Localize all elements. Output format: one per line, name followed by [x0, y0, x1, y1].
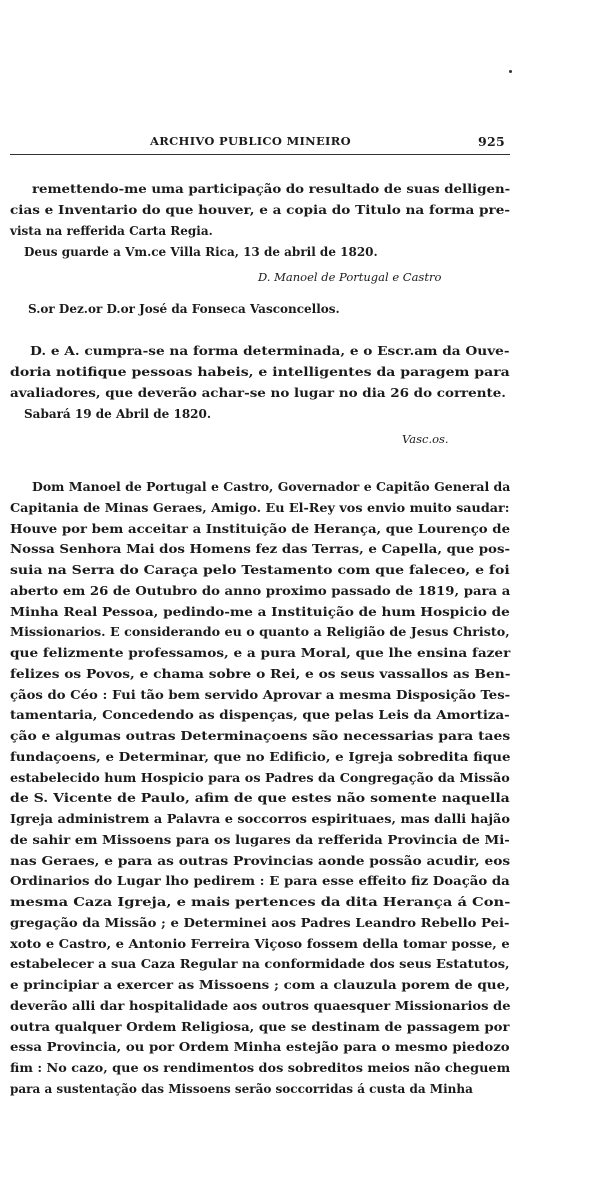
letter2-line: Missionarios. E considerando eu o quanto a Religião de Jesus Christo,	[10, 625, 510, 640]
order-line: avaliadores, que deverão achar-se no lugar no dia 26 do corrente.	[10, 386, 506, 400]
letter1-signature: D. Manoel de Portugal e Castro	[258, 270, 442, 284]
letter2-line: tamentaria, Concedendo as dispenças, que pelas Leis da Amortiza-	[10, 708, 510, 723]
letter1-line: Deus guarde a Vm.ce Villa Rica, 13 de abril de 1820.	[24, 245, 378, 259]
letter2-line: de S. Vicente de Paulo, afim de que estes não somente naquella	[10, 791, 510, 806]
letter2-line: felizes os Povos, e chama sobre o Rei, e os seus vassallos as Ben-	[10, 666, 511, 681]
letter2-line: para a sustentação das Missoens serão soccorridas á custa da Minha	[10, 1081, 473, 1096]
letter2-line: Minha Real Pessoa, pedindo-me a Instituição de hum Hospicio de	[10, 604, 510, 619]
order-line: doria notifique pessoas habeis, e intelligentes da paragem para	[10, 365, 510, 379]
order-line: D. e A. cumpra-se na forma determinada, e o Escr.am da Ouve-	[30, 344, 510, 358]
letter2-line: çãos do Céo : Fui tão bem servido Aprovar a mesma Disposição Tes-	[10, 687, 511, 702]
letter2-line: essa Provincia, ou por Ordem Minha estejão para o mesmo piedozo	[10, 1040, 510, 1055]
letter2-line: mesma Caza Igreja, e mais pertences da dita Herança á Con-	[10, 895, 511, 909]
letter2-line: fim : No cazo, que os rendimentos dos sobreditos meios não cheguem	[10, 1061, 511, 1075]
speck-mark	[509, 70, 512, 73]
letter2-line: Nossa Senhora Mai dos Homens fez das Terras, e Capella, que pos-	[10, 542, 510, 557]
letter2-line: Dom Manoel de Portugal e Castro, Governador e Capitão General da	[32, 480, 511, 494]
letter2-line: Capitania de Minas Geraes, Amigo. Eu El-Rey vos envio muito saudar:	[10, 500, 510, 515]
letter2-line: gregação da Missão ; e Determinei aos Padres Leandro Rebello Pei-	[10, 915, 510, 930]
letter2-line: que felizmente professamos, e a pura Moral, que lhe ensina fazer	[10, 646, 511, 660]
letter2-line: fundaçoens, e Determinar, que no Edificio, e Igreja sobredita fique	[10, 749, 511, 764]
letter2-line: Igreja administrem a Palavra e soccorros espirituaes, mas dalli hajão	[10, 812, 510, 826]
letter2-line: estabelecer a sua Caza Regular na conformidade dos seus Estatutos,	[10, 957, 510, 972]
letter1-addressee: S.or Dez.or D.or José da Fonseca Vasconcellos.	[28, 302, 340, 316]
letter2-line: nas Geraes, e para as outras Provincias aonde possão acudir, eos	[10, 853, 511, 868]
letter2-line: de sahir em Missoens para os lugares da refferida Provincia de Mi-	[10, 832, 510, 847]
letter2-line: aberto em 26 de Outubro do anno proximo passado de 1819, para a	[10, 583, 511, 598]
letter1-line: remettendo-me uma participação do resultado de suas delligen-	[32, 182, 511, 196]
order-line: Sabará 19 de Abril de 1820.	[24, 407, 212, 421]
letter2-line: e principiar a exercer as Missoens ; com a clauzula porem de que,	[10, 978, 510, 992]
letter2-line: Ordinarios do Lugar lho pedirem : E para esse effeito fiz Doação da	[10, 874, 510, 889]
page-number: 925	[478, 134, 505, 149]
letter2-line: estabelecido hum Hospicio para os Padres da Congregação da Missão	[10, 770, 510, 785]
header-rule	[10, 154, 510, 155]
letter2-line: Houve por bem acceitar a Instituição de Herança, que Lourenço de	[10, 521, 511, 536]
letter2-line: deverão alli dar hospitalidade aos outros quaesquer Missionarios de	[10, 998, 511, 1013]
letter2-line: suia na Serra do Caraça pelo Testamento com que faleceo, e foi	[10, 563, 510, 577]
header-title: ARCHIVO PUBLICO MINEIRO	[150, 134, 351, 148]
letter2-line: ção e algumas outras Determinaçoens são necessarias para taes	[10, 729, 511, 743]
letter2-line: xoto e Castro, e Antonio Ferreira Viçoso fossem della tomar posse, e	[10, 936, 510, 951]
order-signature: Vasc.os.	[402, 432, 449, 446]
letter1-line: vista na refferida Carta Regia.	[10, 224, 213, 238]
letter1-line: cias e Inventario do que houver, e a copia do Titulo na forma pre-	[10, 203, 511, 217]
running-header	[0, 134, 613, 152]
letter2-line: outra qualquer Ordem Religiosa, que se destinam de passagem por	[10, 1019, 510, 1034]
